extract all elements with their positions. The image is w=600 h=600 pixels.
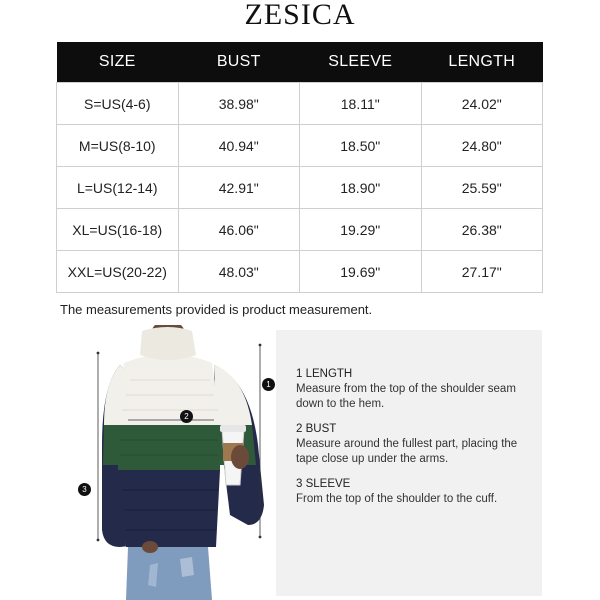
sleeve-cell: 19.29": [300, 209, 422, 251]
marker-2: 2: [180, 410, 193, 423]
table-header-row: [57, 42, 543, 83]
size-chart-table: [56, 42, 543, 293]
table-row: [57, 167, 543, 209]
guide-length-desc: Measure from the top of the shoulder seam down to the hem.: [296, 383, 516, 410]
table-row: [57, 125, 543, 167]
measurement-note: The measurements provided is product measurement.: [60, 302, 373, 317]
guide-sleeve-title: 3 SLEEVE: [296, 478, 351, 490]
bust-cell: 42.91": [178, 167, 300, 209]
header-size: SIZE: [57, 42, 179, 83]
bust-cell: 38.98": [178, 83, 300, 125]
header-length: LENGTH: [421, 42, 543, 83]
table-row: [57, 209, 543, 251]
header-bust: BUST: [178, 42, 300, 83]
size-cell: XXL=US(20-22): [57, 251, 179, 293]
sleeve-cell: 18.90": [300, 167, 422, 209]
marker-3: 3: [78, 483, 91, 496]
brand-logo: ZESICA: [244, 0, 356, 31]
sleeve-cell: 19.69": [300, 251, 422, 293]
length-cell: 24.80": [421, 125, 543, 167]
guide-length-title: 1 LENGTH: [296, 368, 353, 380]
size-cell: L=US(12-14): [57, 167, 179, 209]
table-row: [57, 251, 543, 293]
length-cell: 25.59": [421, 167, 543, 209]
sweater-model-illustration: [80, 325, 280, 600]
size-cell: S=US(4-6): [57, 83, 179, 125]
length-cell: 24.02": [421, 83, 543, 125]
bust-cell: 46.06": [178, 209, 300, 251]
guide-bust: [296, 422, 536, 467]
bust-cell: 48.03": [178, 251, 300, 293]
guide-bust-desc: Measure around the fullest part, placing the tape close up under the arms.: [296, 438, 518, 465]
length-cell: 27.17": [421, 251, 543, 293]
bust-cell: 40.94": [178, 125, 300, 167]
sleeve-cell: 18.11": [300, 83, 422, 125]
size-cell: XL=US(16-18): [57, 209, 179, 251]
table-row: [57, 83, 543, 125]
guide-length: [296, 367, 536, 412]
length-cell: 26.38": [421, 209, 543, 251]
guide-sleeve-desc: From the top of the shoulder to the cuff.: [296, 493, 498, 505]
guide-sleeve: [296, 477, 536, 507]
size-cell: M=US(8-10): [57, 125, 179, 167]
guide-bust-title: 2 BUST: [296, 423, 337, 435]
header-sleeve: SLEEVE: [300, 42, 422, 83]
marker-1: 1: [262, 378, 275, 391]
sleeve-cell: 18.50": [300, 125, 422, 167]
